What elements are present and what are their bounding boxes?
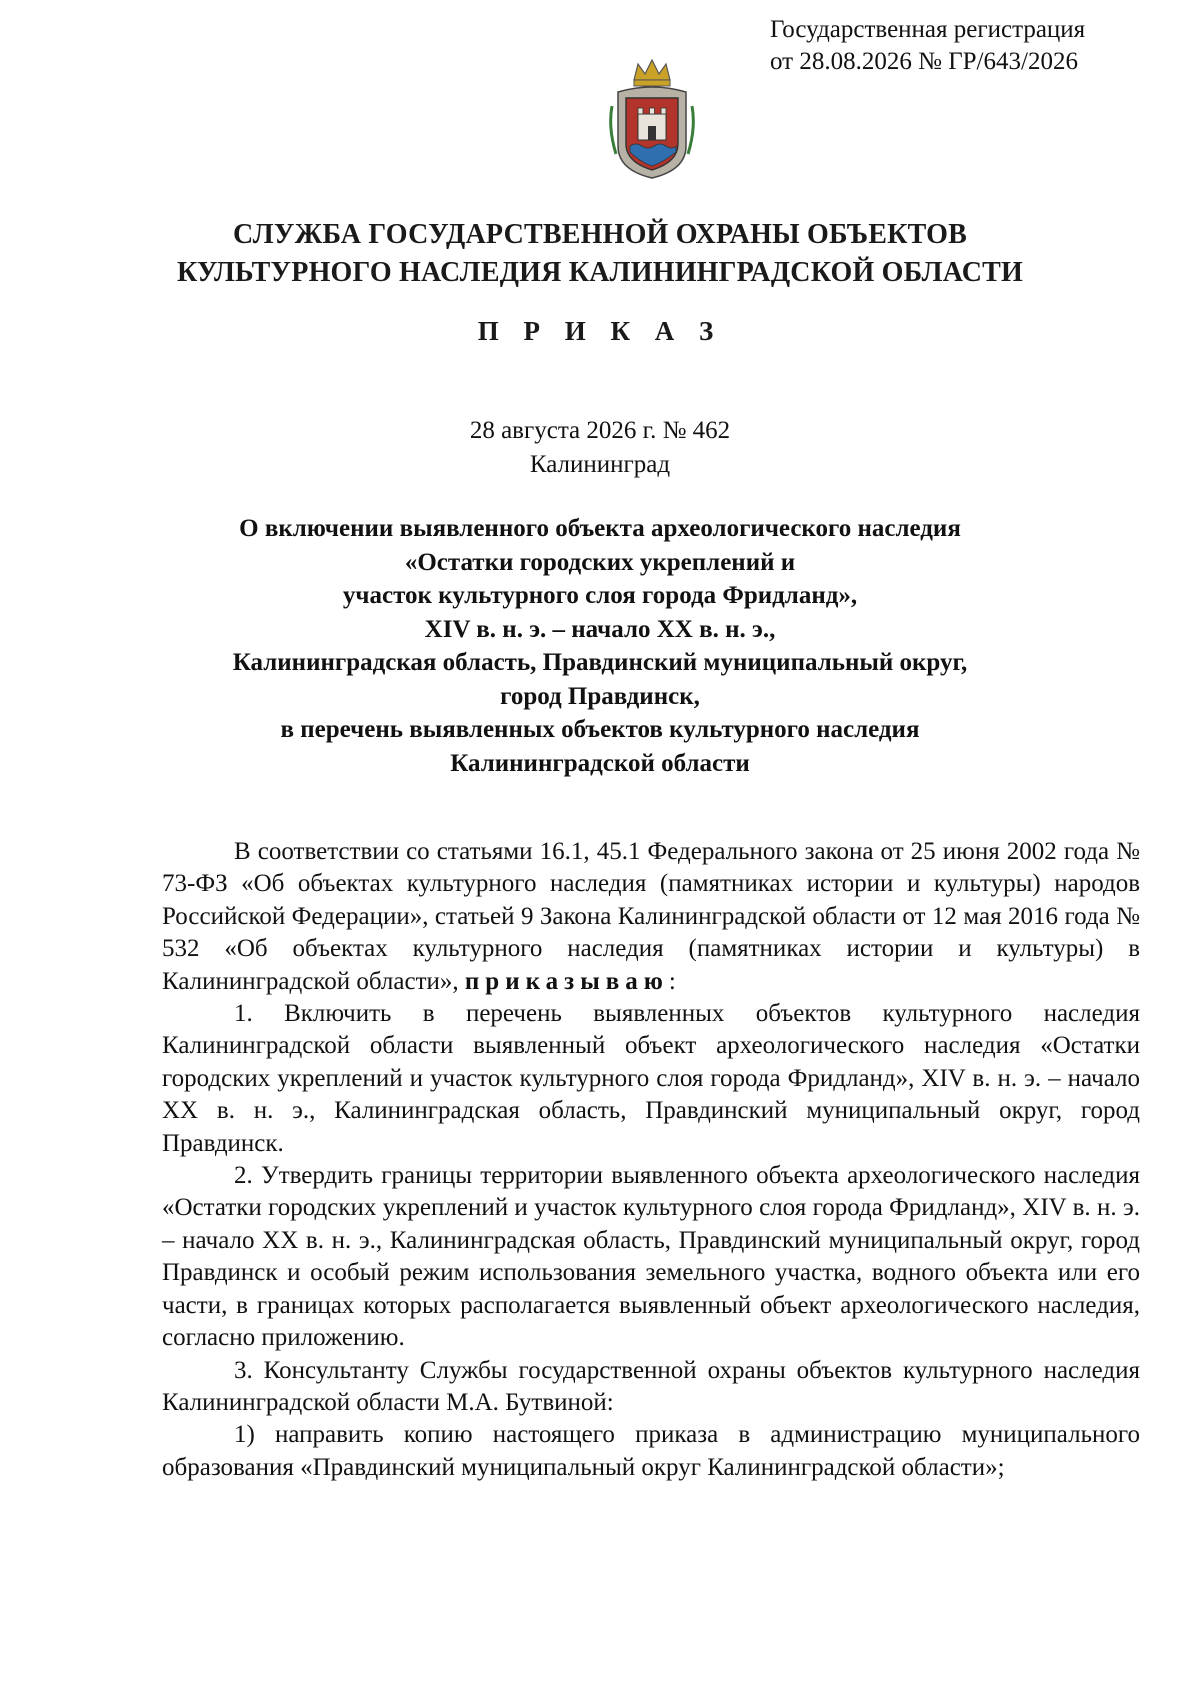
preamble-paragraph [162,836,1140,998]
order-date-number: 28 августа 2026 г. № 462 [469,417,731,444]
subject-line: Калининградской области [450,749,750,777]
subject-line: «Остатки городских укреплений и [404,548,796,576]
subject-line: Калининградская область, Правдинский муниципальный округ, [232,649,968,676]
order-subject [160,512,1040,780]
coat-of-arms-icon [604,58,700,180]
order-colon: : [668,967,676,995]
preamble-text: В соответствии со статьями 16.1, 45.1 Федерального закона от 25 июня 2002 года № 73-ФЗ «Об объектах культурного наследия (памятниках истории и культуры) народов Российской Федерации», статьей 9 Закона Калининградской области от 12 мая 2016 года № 532 «Об объектах культурного наследия (памятниках истории и культуры) в Калининградской области», [162,838,1140,995]
registration-line-1: Государственная регистрация [770,16,1086,43]
item-3-1-paragraph: 1) направить копию настоящего приказа в администрацию муниципального образования «Правдинский муниципальный округ Калининградской области»; [162,1421,1140,1481]
registration-stamp [770,14,1085,78]
subject-line: О включении выявленного объекта археологического наследия [239,515,961,542]
document-type: П Р И К А З [477,316,723,346]
order-body [162,836,1140,1484]
subject-line: XIV в. н. э. – начало XX в. н. э., [424,615,776,643]
registration-line-2: от 28.08.2026 № ГР/643/2026 [770,48,1078,75]
item-2-paragraph: 2. Утвердить границы территории выявленного объекта археологического наследия «Остатки городских укреплений и участок культурного слоя города Фридланд», XIV в. н. э. – начало XX в. н. э., Калининградская область, Правдинский муниципальный округ, город Правдинск и особый режим использования земельного участка, водного объекта или его части, в границах которых располагается выявленный объект археологического наследия, согласно приложению. [162,1162,1140,1352]
item-3-paragraph: 3. Консультанту Службы государственной охраны объектов культурного наследия Калининградской области М.А. Бутвиной: [162,1356,1140,1416]
subject-line: участок культурного слоя города Фридланд», [342,582,858,609]
agency-name-line-1: СЛУЖБА ГОСУДАРСТВЕННОЙ ОХРАНЫ ОБЪЕКТОВ [233,219,967,250]
date-and-number [0,414,1200,482]
agency-name [0,216,1200,292]
agency-name-line-2: КУЛЬТУРНОГО НАСЛЕДИЯ КАЛИНИНГРАДСКОЙ ОБЛАСТИ [176,257,1024,288]
subject-line: город Правдинск, [500,682,700,710]
order-city: Калининград [529,451,671,478]
item-1-paragraph: 1. Включить в перечень выявленных объектов культурного наследия Калининградской области выявленный объект археологического наследия «Остатки городских укреплений и участок культурного слоя города Фридланд», XIV в. н. э. – начало XX в. н. э., Калининградская область, Правдинский муниципальный округ, город Правдинск. [162,1000,1140,1157]
subject-line: в перечень выявленных объектов культурного наследия [280,716,920,743]
order-word: приказываю [464,967,669,995]
